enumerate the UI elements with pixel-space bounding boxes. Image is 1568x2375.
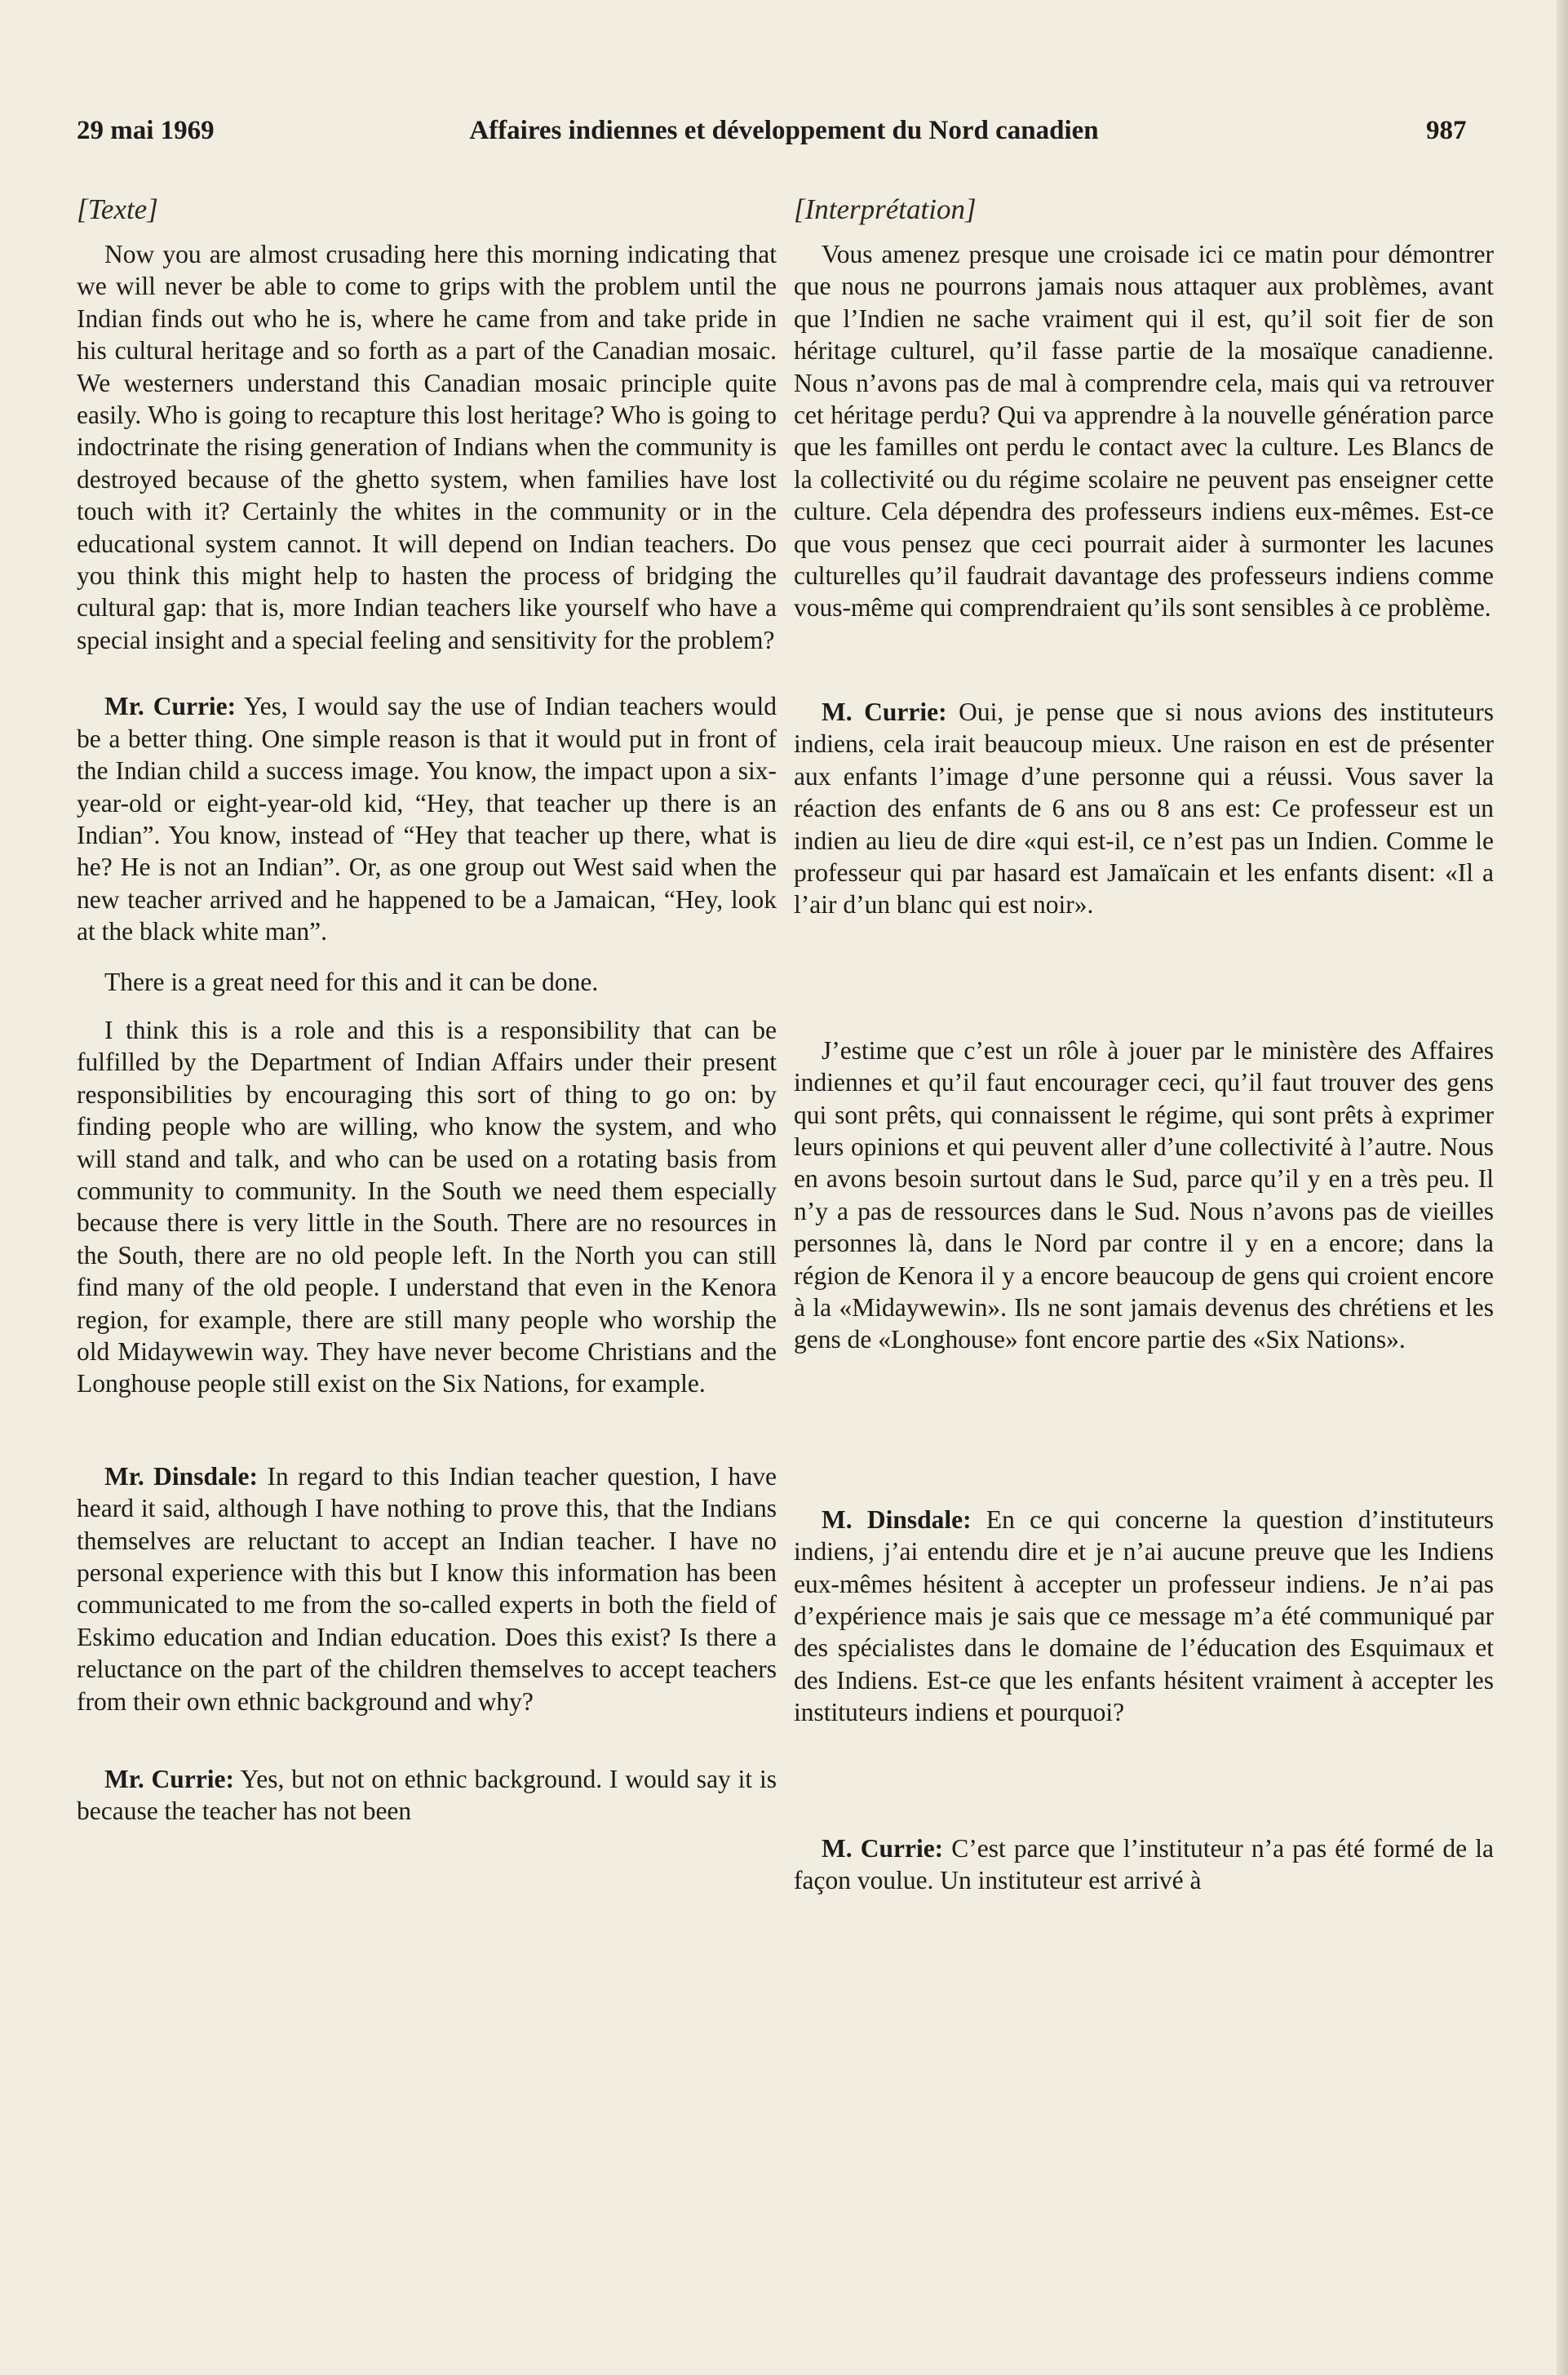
role-paragraph: I think this is a role and this is a responsibility that can be fulfilled by the Department of Indian Affairs under their present responsibilities by encouraging this sort of thing to go on: by finding people who are willing, who know the system, and who will stand and talk, and who can be used on a rotating basis from community to community. In the South we need them especially because there is very little in the South. There are no resources in the South, there are no old people left. In the North you can still find many of the old people. I understand that even in the Kenora region, for example, there are still many people who worship the old Midaywewin way. They have never become Christians and the Longhouse people still exist on the Six Nations, for example. [77, 1015, 777, 1398]
page-number: 987 [1426, 116, 1467, 145]
speech-text: C’est parce que l’instituteur n’a pas été formé de la façon voulue. Un instituteur est arrivé à [794, 1833, 1494, 1895]
speech-text: In regard to this Indian teacher question, I have heard it said, although I have nothing to prove this, that the Indians themselves are reluctant to accept an Indian teacher. I have no personal experience with this but I know this information has been communicated to me from the so-called experts in both the field of Eskimo education and Indian education. Does this exist? Is there a reluctance on the part of the children themselves to accept teachers from their own ethnic background and why? [77, 1461, 777, 1716]
section-label-text: [Texte] [77, 193, 158, 225]
header-title: Affaires indiennes et développement du Nord canadien [469, 116, 1099, 145]
header-date: 29 mai 1969 [77, 116, 215, 145]
english-column [77, 189, 777, 2359]
speech-text: Yes, I would say the use of Indian teachers would be a better thing. One simple reason is that it would put in front of the Indian child a success image. You know, the impact upon a six-year-old or eight-year-old kid, “Hey, that teacher up there is an Indian”. You know, instead of “Hey that teacher up there, what is he? He is not an Indian”. Or, as one group out West said when the new teacher arrived and he happened to be a Jamaican, “Hey, look at the black white man”. [77, 692, 777, 946]
need-paragraph: There is a great need for this and it can be done. [104, 967, 599, 996]
currie-reply-paragraph-fr [794, 1832, 1494, 1897]
question-paragraph: Now you are almost crusading here this morning indicating that we will never be able to come to grips with the problem until the Indian finds out who he is, where he came from and take pride in his cultural heritage and so forth as a part of the Canadian mosaic. We westerners understand this Canadian mosaic principle quite easily. Who is going to recapture this lost heritage? Who is going to indoctrinate the rising generation of Indians when the community is destroyed because of the ghetto system, when families have lost touch with it? Certainly the whites in the community or in the educational system cannot. It will depend on Indian teachers. Do you think this might help to hasten the process of bridging the cultural gap: that is, more Indian teachers like yourself who have a special insight and a special feeling and sensitivity for the problem? [77, 240, 777, 654]
currie-answer-paragraph-fr [794, 696, 1494, 921]
role-paragraph-fr: J’estime que c’est un rôle à jouer par le ministère des Affaires indiennes et qu’il faut encourager ceci, qu’il faut trouver des gens qui sont prêts, qui connaissent le régime, qui sont prêts à exprimer leurs opinions et qui peuvent aller d’une collectivité à l’autre. Nous en avons besoin surtout dans le Sud, parce qu’il y en a très peu. Il n’y a pas de ressources dans le Sud. Nous n’avons pas de vieilles personnes là, dans le Nord par contre il y en a encore; dans la région de Kenora il y a encore beaucoup de gens qui croient encore à la «Midaywewin». Ils ne sont jamais devenus des chrétiens et les gens de «Longhouse» font encore partie des «Six Nations». [794, 1035, 1494, 1354]
speech-text: En ce qui concerne la question d’instituteurs indiens, j’ai entendu dire et je n’ai aucune preuve que les Indiens eux-mêmes hésitent à accepter un professeur indiens. Je n’ai pas d’expérience mais je sais que ce message m’a été communiqué par des spécialistes dans le domaine de l’éducation des Esquimaux et des Indiens. Est-ce que les enfants hésitent vraiment à accepter les instituteurs indiens et pourquoi? [794, 1504, 1495, 1727]
section-label-interpretation: [Interprétation] [794, 193, 977, 225]
speaker-name: M. Dinsdale: [822, 1504, 972, 1534]
speaker-name: Mr. Currie: [104, 692, 237, 721]
dinsdale-question-paragraph [77, 1460, 777, 1717]
speaker-name: M. Currie: [822, 1833, 944, 1863]
currie-answer-paragraph [77, 690, 777, 947]
speaker-name: M. Currie: [822, 697, 947, 726]
dinsdale-question-paragraph-fr [794, 1504, 1494, 1729]
speech-text: Yes, but not on ethnic background. I would say it is because the teacher has not been [77, 1765, 777, 1826]
currie-reply-paragraph [77, 1763, 777, 1828]
french-column [794, 189, 1494, 2359]
speaker-name: Mr. Dinsdale: [104, 1461, 258, 1491]
page-header [0, 116, 1568, 157]
speech-text: Oui, je pense que si nous avions des instituteurs indiens, cela irait beaucoup mieux. Une raison en est de présenter aux enfants l’image d’une personne qui a réussi. Vous saver la réaction des enfants de 6 ans ou 8 ans est: Ce professeur est un indien au lieu de dire «qui est-il, ce n’est pas un Indien. Comme le professeur qui par hasard est Jamaïcain et les enfants disent: «Il a l’air d’un blanc qui est noir». [794, 697, 1494, 919]
question-paragraph-fr: Vous amenez presque une croisade ici ce matin pour démontrer que nous ne pourrons jamais nous attaquer aux problèmes, avant que l’Indien ne sache vraiment qui il est, qu’il soit fier de son héritage culturel, qu’il fasse partie de la mosaïque canadienne. Nous n’avons pas de mal à comprendre cela, mais qui va retrouver cet héritage perdu? Qui va apprendre à la nouvelle génération parce que les familles ont perdu le contact avec la culture. Les Blancs de la collectivité ou du régime scolaire ne peuvent pas enseigner cette culture. Cela dépendra des professeurs indiens eux-mêmes. Est-ce que vous pensez que ceci pourrait aider à surmonter les lacunes culturelles qu’il faudrait davantage des professeurs indiens comme vous-même qui comprendraient qu’ils sont sensibles à ce problème. [794, 240, 1494, 623]
page-edge [1557, 0, 1568, 2375]
speaker-name: Mr. Currie: [104, 1765, 234, 1794]
